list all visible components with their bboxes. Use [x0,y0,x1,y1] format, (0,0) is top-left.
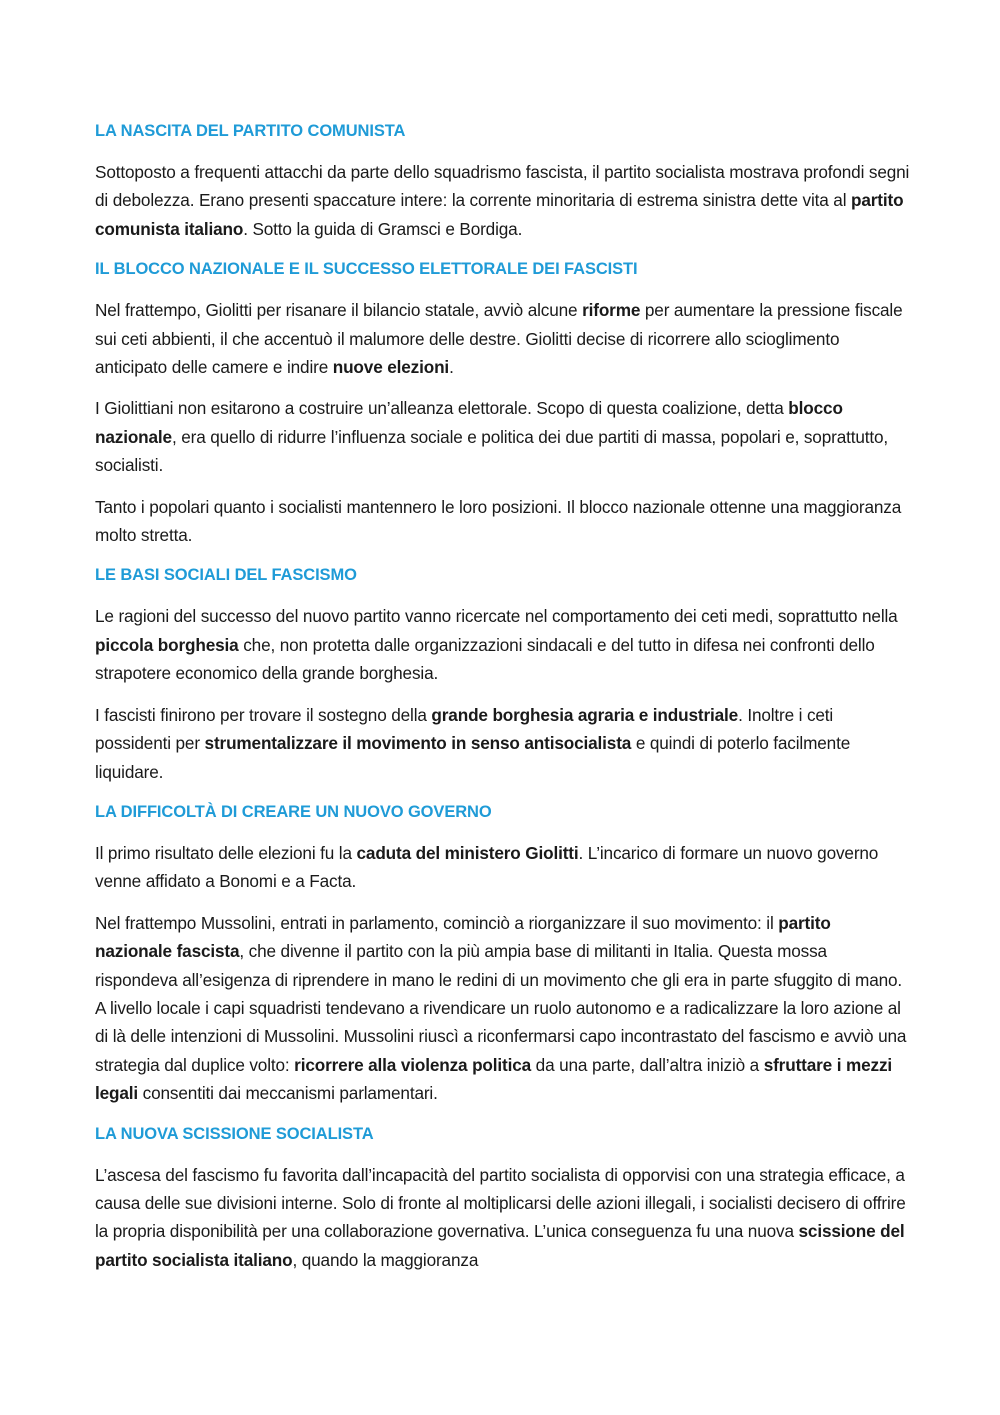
section-basi-sociali-fascismo [95,562,911,785]
paragraph: Nel frattempo, Giolitti per risanare il bilancio statale, avviò alcune riforme per aumentare la pressione fiscale sui ceti abbienti, il che accentuò il malumore delle destre. Giolitti decise di ricorrere allo scioglimento anticipato delle camere e indire nuove elezioni. [95,300,903,378]
paragraph: Sottoposto a frequenti attacchi da parte dello squadrismo fascista, il partito socialista mostrava profondi segni di debolezza. Erano presenti spaccature intere: la corrente minoritaria di estrema sinistra dette vita al partito comunista italiano. Sotto la guida di Gramsci e Bordiga. [95,162,910,239]
bold-text: partito nazionale fascista [95,912,831,962]
paragraph: Tanto i popolari quanto i socialisti mantennero le loro posizioni. Il blocco nazionale ottenne una maggioranza molto stretta. [95,496,902,546]
bold-text: piccola borghesia [95,634,239,655]
section-nascita-partito-comunista [95,118,911,243]
section-nuova-scissione-socialista [95,1121,911,1275]
paragraph: Le ragioni del successo del nuovo partito vanno ricercate nel comportamento dei ceti medi, soprattutto nella piccola borghesia che, non protetta dalle organizzazioni sindacali e del tutto in difesa nei confronti dello strapotere economico della grande borghesia. [95,606,898,684]
bold-text: strumentalizzare il movimento in senso antisocialista [204,733,632,754]
paragraph: Nel frattempo Mussolini, entrati in parlamento, cominciò a riorganizzare il suo movimento: il partito nazionale fascista, che divenne il partito con la più ampia base di militanti in Italia. Questa mossa rispondeva all’esigenza di riprendere in mano le redini di un movimento che gli era in parte sfuggito di mano. A livello locale i capi squadristi tendevano a rivendicare un ruolo autonomo e a radicalizzare la loro azione al di là delle intenzioni di Mussolini. Mussolini riuscì a riconfermarsi capo incontrastato del fascismo e avviò una strategia dal duplice volto: ricorrere alla violenza politica da una parte, dall’altra iniziò a sfruttare i mezzi legali consentiti dai meccanismi parlamentari. [95,912,907,1104]
section-blocco-nazionale [95,256,911,549]
bold-text: caduta del ministero Giolitti [356,842,579,863]
paragraph: Il primo risultato delle elezioni fu la caduta del ministero Giolitti. L’incarico di formare un nuovo governo venne affidato a Bonomi e a Facta. [95,842,879,892]
bold-text: scissione del partito socialista italiano [95,1221,905,1270]
section-heading: LA NASCITA DEL PARTITO COMUNISTA [95,122,406,140]
section-heading: LA NUOVA SCISSIONE SOCIALISTA [95,1124,374,1143]
bold-text: ricorrere alla violenza politica [294,1054,532,1075]
paragraph: I fascisti finirono per trovare il sostegno della grande borghesia agraria e industriale. Inoltre i ceti possidenti per strumentalizzare il movimento in senso antisocialista e quindi di poterlo facilmente liquidare. [95,704,851,782]
section-heading: LA DIFFICOLTÀ DI CREARE UN NUOVO GOVERNO [95,802,492,821]
section-heading: IL BLOCCO NAZIONALE E IL SUCCESSO ELETTORALE DEI FASCISTI [95,260,638,279]
bold-text: grande borghesia agraria e industriale [431,704,739,725]
bold-text: blocco nazionale [95,398,843,447]
paragraph: L’ascesa del fascismo fu favorita dall’incapacità del partito socialista di opporvisi con una strategia efficace, a causa delle sue divisioni interne. Solo di fronte al moltiplicarsi delle azioni illegali, i socialisti decisero di offrire la propria disponibilità per una collaborazione governativa. L’unica conseguenza fu una nuova scissione del partito socialista italiano, quando la maggioranza [95,1164,906,1270]
bold-text: nuove elezioni [332,357,450,378]
document-page [95,118,911,1287]
bold-text: partito comunista italiano [95,190,904,239]
bold-text: sfruttare i mezzi legali [95,1054,893,1104]
section-heading: LE BASI SOCIALI DEL FASCISMO [95,566,357,585]
bold-text: riforme [582,300,641,321]
paragraph: I Giolittiani non esitarono a costruire un’alleanza elettorale. Scopo di questa coalizione, detta blocco nazionale, era quello di ridurre l’influenza sociale e politica dei due partiti di massa, popolari e, soprattutto, socialisti. [95,398,889,476]
section-difficolta-nuovo-governo [95,799,911,1108]
